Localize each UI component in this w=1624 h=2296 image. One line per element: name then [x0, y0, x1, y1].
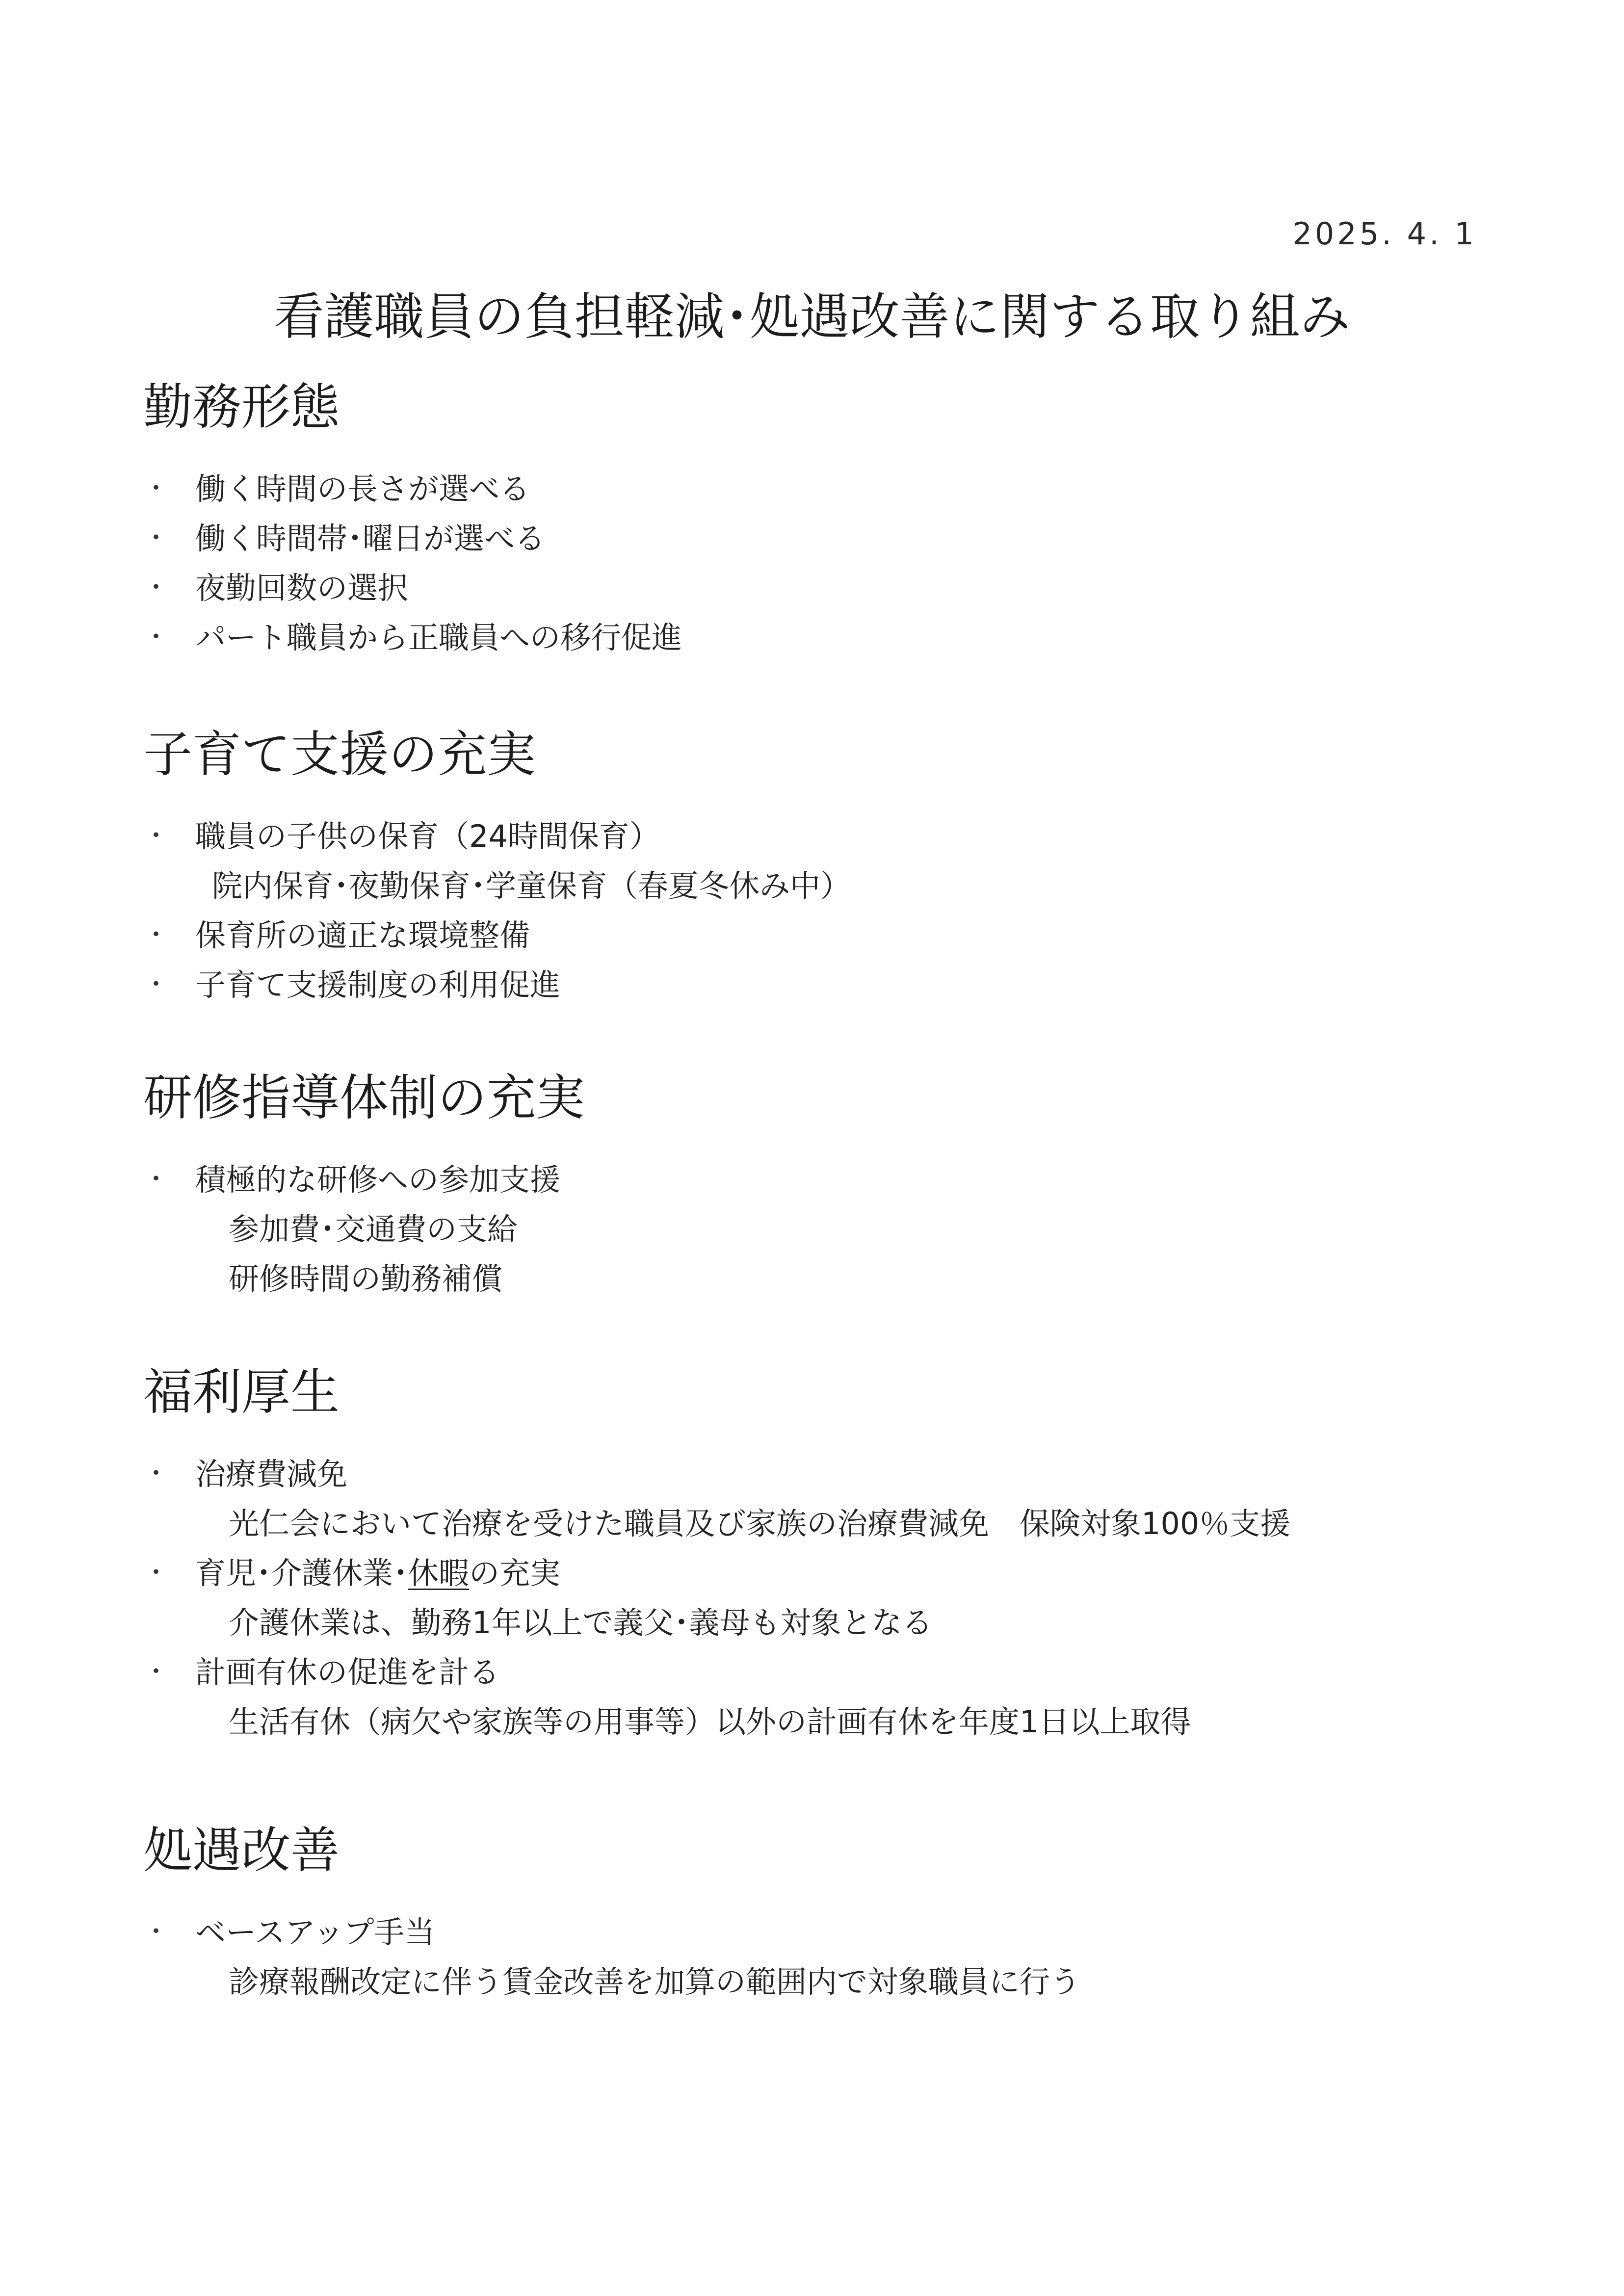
- bullet-icon: ・: [143, 1657, 169, 1687]
- bullet-icon: ・: [143, 1917, 169, 1947]
- list-item-detail: 院内保育･夜勤保育･学童保育（春夏冬休み中）: [212, 868, 851, 904]
- list-item-text: [195, 1548, 560, 1598]
- list-item: [143, 1548, 1497, 1598]
- bullet-icon: ・: [143, 1459, 169, 1488]
- list-item: [143, 613, 1497, 662]
- underlined-word: 休暇: [408, 1555, 470, 1591]
- bullet-icon: ・: [143, 573, 169, 602]
- section-training-system: [143, 1069, 1497, 1304]
- list-item: [143, 563, 1497, 613]
- list-item-text: 積極的な研修への参加支援: [195, 1162, 561, 1198]
- section-work-style: [143, 378, 1497, 662]
- list-item: [143, 1449, 1497, 1499]
- list-item: [143, 911, 1497, 960]
- list-item-detail: 介護休業は、勤務1年以上で義父･義母も対象となる: [229, 1605, 933, 1641]
- list-item: [143, 1907, 1497, 1957]
- list-item-text: 職員の子供の保育（24時間保育）: [195, 818, 660, 854]
- list-item: [143, 1155, 1497, 1204]
- list-item-text: 保育所の適正な環境整備: [195, 917, 530, 953]
- section-childcare-support: [143, 725, 1497, 1010]
- list-item-text: 働く時間帯･曜日が選べる: [195, 521, 546, 556]
- list-item: [143, 811, 1497, 861]
- section-heading: 処遇改善: [143, 1822, 340, 1879]
- list-item: [143, 1647, 1497, 1697]
- bullet-icon: ・: [143, 1558, 169, 1588]
- section-welfare: [143, 1363, 1497, 1747]
- section-heading: 勤務形態: [143, 378, 340, 436]
- list-item-detail: 生活有休（病欠や家族等の用事等）以外の計画有休を年度1日以上取得: [229, 1704, 1191, 1740]
- list-item-detail: 光仁会において治療を受けた職員及び家族の治療費減免 保険対象100％支援: [229, 1506, 1291, 1541]
- list-item: [143, 464, 1497, 514]
- document-title: 看護職員の負担軽減･処遇改善に関する取り組み: [274, 288, 1350, 346]
- list-item-text: 働く時間の長さが選べる: [195, 471, 530, 507]
- list-item-text: 子育て支援制度の利用促進: [195, 967, 561, 1003]
- bullet-icon: ・: [143, 1165, 169, 1194]
- document-date: 2025. 4. 1: [1292, 216, 1477, 252]
- bullet-icon: ・: [143, 474, 169, 503]
- list-item: [143, 514, 1497, 563]
- bullet-icon: ・: [143, 970, 169, 999]
- list-item-text: 夜勤回数の選択: [195, 570, 409, 606]
- section-treatment-improvement: [143, 1821, 1497, 2007]
- list-item: [143, 960, 1497, 1010]
- list-item-text-prefix: 育児･介護休業･: [195, 1555, 409, 1591]
- list-item-text: 治療費減免: [195, 1456, 348, 1492]
- list-item-detail: 診療報酬改定に伴う賃金改善を加算の範囲内で対象職員に行う: [229, 1964, 1081, 2000]
- bullet-icon: ・: [143, 623, 169, 652]
- list-item-text: パート職員から正職員への移行促進: [195, 620, 682, 655]
- section-heading: 研修指導体制の充実: [143, 1069, 585, 1126]
- bullet-icon: ・: [143, 920, 169, 950]
- bullet-icon: ・: [143, 821, 169, 851]
- list-item-detail: 研修時間の勤務補償: [229, 1261, 503, 1297]
- list-item-text-suffix: の充実: [469, 1555, 561, 1591]
- list-item-detail: 参加費･交通費の支給: [229, 1211, 518, 1247]
- list-item-text: 計画有休の促進を計る: [195, 1654, 500, 1690]
- bullet-icon: ・: [143, 523, 169, 553]
- section-heading: 子育て支援の充実: [143, 726, 536, 783]
- section-heading: 福利厚生: [143, 1363, 340, 1421]
- list-item-text: ベースアップ手当: [195, 1914, 435, 1950]
